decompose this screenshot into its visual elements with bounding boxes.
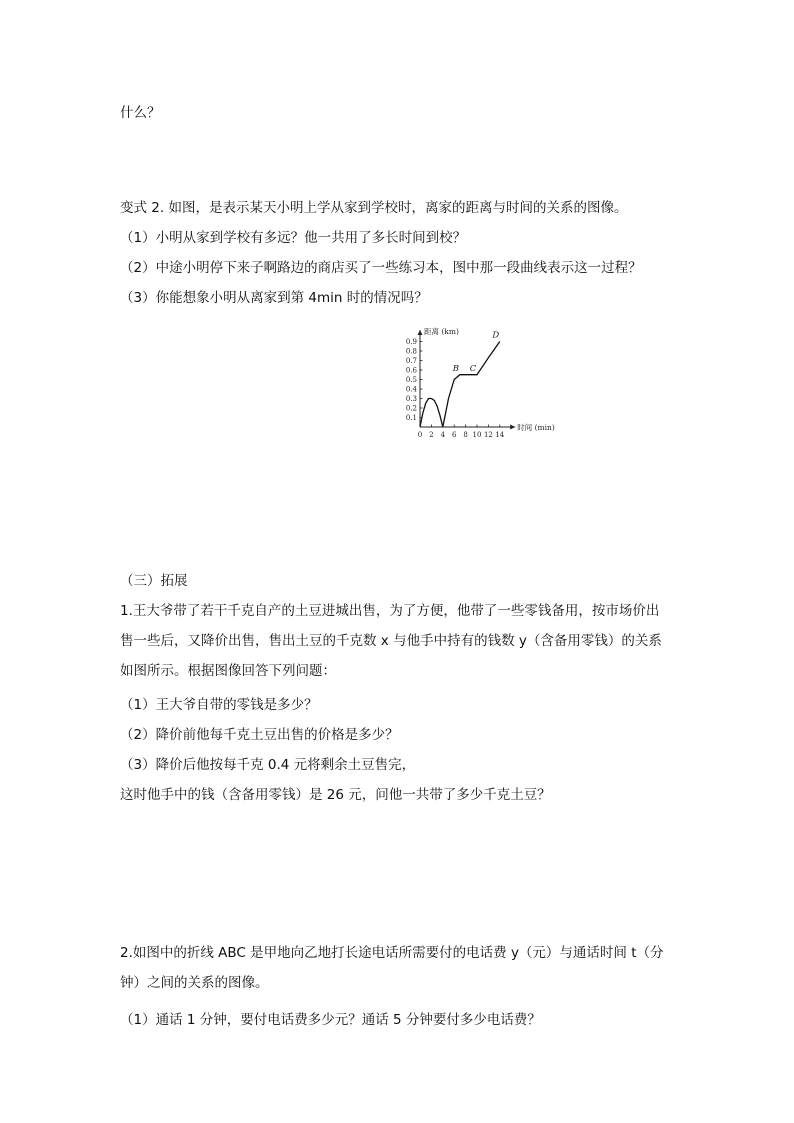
text-line: 如图所示。根据图像回答下列问题： [120, 663, 336, 679]
text-line: 1.王大爷带了若干千克自产的土豆进城出售，为了方便，他带了一些零钱备用，按市场价出 [120, 603, 660, 619]
x-tick-label: 4 [440, 431, 446, 439]
x-tick-label: 8 [463, 431, 468, 439]
text-line: 变式 2. 如图，是表示某天小明上学从家到学校时，离家的距离与时间的关系的图像。 [120, 200, 628, 216]
x-axis-arrow [510, 425, 515, 430]
y-tick-label: 0.9 [405, 338, 417, 346]
y-tick-label: 0.2 [405, 404, 417, 413]
text-line: （3）降价后他按每千克 0.4 元将剩余土豆售完， [120, 757, 416, 773]
y-tick-label: 0.7 [405, 357, 417, 365]
x-tick-label: 0 [417, 431, 423, 439]
text-line: 什么？ [120, 105, 161, 121]
text-line: （1）小明从家到学校有多远？他一共用了多长时间到校？ [120, 230, 467, 246]
text-line: 售一些后，又降价出售，售出土豆的千克数 x 与他手中持有的钱数 y（含备用零钱）的关系 [120, 633, 662, 649]
text-line: （2）中途小明停下来子啊路边的商店买了一些练习本，图中那一段曲线表示这一过程？ [120, 260, 642, 276]
text-line: 钟）之间的关系的图像。 [120, 975, 269, 991]
x-tick-label: 10 [472, 431, 482, 439]
point-label-b: B [452, 363, 460, 374]
point-label-d: D [492, 330, 500, 341]
x-tick-label: 6 [451, 431, 457, 439]
x-axis-label: 时间 (min) [517, 423, 555, 432]
y-axis-label: 距离 (km) [424, 327, 459, 336]
y-tick-label: 0.8 [405, 347, 417, 356]
y-tick-label: 0.5 [405, 376, 417, 384]
y-tick-label: 0.1 [405, 414, 417, 422]
text-line: 2.如图中的折线 ABC 是甲地向乙地打长途电话所需要付的电话费 y（元）与通话时间 t（分 [120, 945, 664, 961]
text-line: （1）王大爷自带的零钱是多少？ [120, 697, 318, 713]
y-axis-arrow [418, 330, 423, 335]
y-tick-label: 0.3 [405, 395, 417, 403]
text-line: （1）通话 1 分钟，要付电话费多少元？通话 5 分钟要付多少电话费？ [120, 1012, 541, 1028]
text-line: （3）你能想象小明从离家到第 4min 时的情况吗？ [120, 290, 428, 306]
x-tick-label: 12 [483, 431, 493, 439]
y-tick-label: 0.4 [405, 385, 417, 394]
y-tick-label: 0.6 [405, 366, 417, 375]
x-tick-label: 2 [429, 431, 434, 439]
x-tick-label: 14 [495, 431, 505, 439]
text-line: 这时他手中的钱（含备用零钱）是 26 元，问他一共带了多少千克土豆？ [120, 787, 551, 803]
distance-line [420, 342, 500, 428]
point-label-c: C [469, 363, 477, 374]
distance-time-chart [396, 324, 596, 446]
text-line: （2）降价前他每千克土豆出售的价格是多少？ [120, 727, 399, 743]
section-heading: （三）拓展 [120, 573, 188, 589]
